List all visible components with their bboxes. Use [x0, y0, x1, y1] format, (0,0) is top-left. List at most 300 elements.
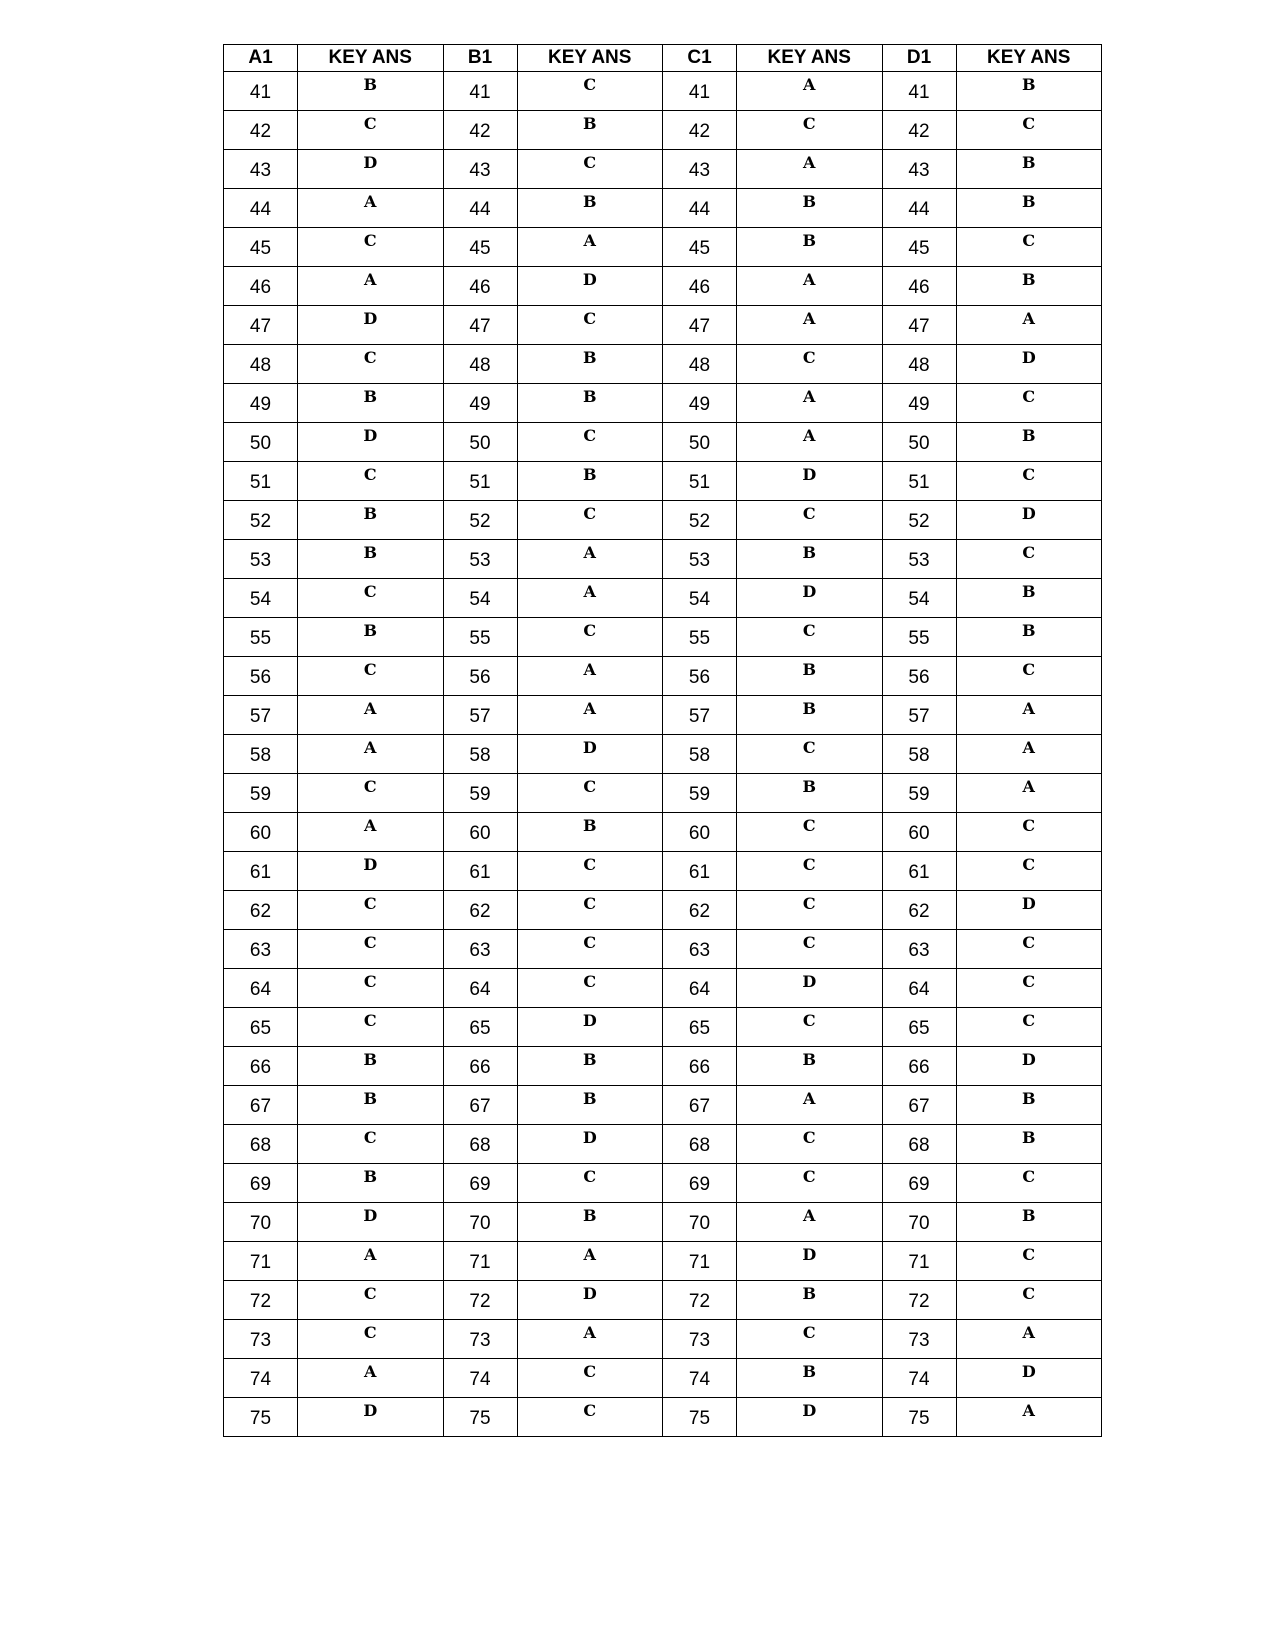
- question-number-b1: 65: [443, 1008, 517, 1047]
- table-row: [224, 540, 1102, 579]
- key-answer-d1: B: [956, 618, 1102, 657]
- header-key-ans-b1: KEY ANS: [517, 45, 663, 72]
- question-number-b1: 64: [443, 969, 517, 1008]
- key-answer-a1: A: [298, 267, 444, 306]
- key-answer-b1: B: [517, 813, 663, 852]
- key-answer-a1: C: [298, 345, 444, 384]
- key-answer-b1: C: [517, 930, 663, 969]
- key-answer-d1: C: [956, 1281, 1102, 1320]
- question-number-a1: 52: [224, 501, 298, 540]
- header-key-ans-a1: KEY ANS: [298, 45, 444, 72]
- question-number-d1: 54: [882, 579, 956, 618]
- question-number-b1: 67: [443, 1086, 517, 1125]
- key-answer-d1: B: [956, 1125, 1102, 1164]
- question-number-a1: 43: [224, 150, 298, 189]
- question-number-a1: 49: [224, 384, 298, 423]
- key-answer-b1: D: [517, 1125, 663, 1164]
- question-number-a1: 58: [224, 735, 298, 774]
- key-answer-c1: A: [737, 306, 883, 345]
- question-number-b1: 48: [443, 345, 517, 384]
- key-answer-c1: C: [737, 930, 883, 969]
- question-number-d1: 60: [882, 813, 956, 852]
- key-answer-b1: C: [517, 150, 663, 189]
- question-number-d1: 64: [882, 969, 956, 1008]
- key-answer-d1: A: [956, 735, 1102, 774]
- key-answer-b1: C: [517, 72, 663, 111]
- key-answer-a1: C: [298, 774, 444, 813]
- key-answer-c1: C: [737, 813, 883, 852]
- key-answer-b1: D: [517, 735, 663, 774]
- question-number-c1: 68: [663, 1125, 737, 1164]
- table-row: [224, 1047, 1102, 1086]
- question-number-a1: 74: [224, 1359, 298, 1398]
- question-number-a1: 45: [224, 228, 298, 267]
- key-answer-b1: C: [517, 423, 663, 462]
- table-row: [224, 228, 1102, 267]
- question-number-d1: 51: [882, 462, 956, 501]
- key-answer-a1: C: [298, 891, 444, 930]
- question-number-a1: 47: [224, 306, 298, 345]
- key-answer-a1: B: [298, 618, 444, 657]
- question-number-a1: 66: [224, 1047, 298, 1086]
- question-number-d1: 41: [882, 72, 956, 111]
- header-c1: C1: [663, 45, 737, 72]
- table-row: [224, 579, 1102, 618]
- key-answer-b1: B: [517, 1047, 663, 1086]
- key-answer-d1: C: [956, 657, 1102, 696]
- question-number-d1: 58: [882, 735, 956, 774]
- key-answer-b1: B: [517, 189, 663, 228]
- question-number-c1: 52: [663, 501, 737, 540]
- key-answer-b1: A: [517, 1242, 663, 1281]
- table-row: [224, 267, 1102, 306]
- key-answer-c1: A: [737, 384, 883, 423]
- key-answer-a1: D: [298, 1398, 444, 1437]
- question-number-c1: 75: [663, 1398, 737, 1437]
- key-answer-d1: C: [956, 111, 1102, 150]
- question-number-d1: 45: [882, 228, 956, 267]
- key-answer-a1: D: [298, 306, 444, 345]
- question-number-c1: 67: [663, 1086, 737, 1125]
- table-row: [224, 735, 1102, 774]
- question-number-a1: 55: [224, 618, 298, 657]
- key-answer-a1: B: [298, 1047, 444, 1086]
- question-number-b1: 47: [443, 306, 517, 345]
- key-answer-b1: D: [517, 267, 663, 306]
- key-answer-c1: B: [737, 1359, 883, 1398]
- question-number-d1: 52: [882, 501, 956, 540]
- key-answer-a1: D: [298, 852, 444, 891]
- question-number-c1: 58: [663, 735, 737, 774]
- key-answer-a1: D: [298, 423, 444, 462]
- table-row: [224, 891, 1102, 930]
- table-row: [224, 696, 1102, 735]
- key-answer-d1: C: [956, 228, 1102, 267]
- key-answer-b1: C: [517, 774, 663, 813]
- table-row: [224, 1125, 1102, 1164]
- key-answer-b1: B: [517, 1203, 663, 1242]
- table-row: [224, 72, 1102, 111]
- key-answer-c1: C: [737, 1125, 883, 1164]
- key-answer-d1: A: [956, 696, 1102, 735]
- key-answer-c1: D: [737, 1398, 883, 1437]
- question-number-a1: 44: [224, 189, 298, 228]
- key-answer-d1: C: [956, 462, 1102, 501]
- question-number-b1: 49: [443, 384, 517, 423]
- key-answer-c1: C: [737, 1320, 883, 1359]
- question-number-b1: 74: [443, 1359, 517, 1398]
- question-number-c1: 61: [663, 852, 737, 891]
- key-answer-d1: A: [956, 1320, 1102, 1359]
- table-row: [224, 1086, 1102, 1125]
- question-number-a1: 70: [224, 1203, 298, 1242]
- question-number-d1: 73: [882, 1320, 956, 1359]
- table-row: [224, 384, 1102, 423]
- key-answer-d1: A: [956, 774, 1102, 813]
- question-number-c1: 72: [663, 1281, 737, 1320]
- header-key-ans-d1: KEY ANS: [956, 45, 1102, 72]
- key-answer-c1: C: [737, 852, 883, 891]
- question-number-b1: 56: [443, 657, 517, 696]
- key-answer-c1: B: [737, 1047, 883, 1086]
- table-row: [224, 852, 1102, 891]
- key-answer-d1: C: [956, 1242, 1102, 1281]
- key-answer-d1: D: [956, 1047, 1102, 1086]
- key-answer-a1: B: [298, 72, 444, 111]
- key-answer-c1: A: [737, 1203, 883, 1242]
- question-number-b1: 50: [443, 423, 517, 462]
- question-number-b1: 45: [443, 228, 517, 267]
- key-answer-c1: C: [737, 111, 883, 150]
- question-number-d1: 47: [882, 306, 956, 345]
- question-number-a1: 73: [224, 1320, 298, 1359]
- question-number-c1: 65: [663, 1008, 737, 1047]
- question-number-a1: 68: [224, 1125, 298, 1164]
- key-answer-d1: B: [956, 423, 1102, 462]
- question-number-b1: 58: [443, 735, 517, 774]
- key-answer-c1: D: [737, 462, 883, 501]
- key-answer-c1: C: [737, 891, 883, 930]
- question-number-a1: 72: [224, 1281, 298, 1320]
- question-number-b1: 44: [443, 189, 517, 228]
- question-number-d1: 71: [882, 1242, 956, 1281]
- question-number-d1: 42: [882, 111, 956, 150]
- question-number-b1: 63: [443, 930, 517, 969]
- key-answer-d1: C: [956, 1008, 1102, 1047]
- table-row: [224, 969, 1102, 1008]
- question-number-a1: 69: [224, 1164, 298, 1203]
- key-answer-a1: C: [298, 228, 444, 267]
- question-number-c1: 54: [663, 579, 737, 618]
- key-answer-b1: C: [517, 891, 663, 930]
- question-number-d1: 62: [882, 891, 956, 930]
- question-number-a1: 65: [224, 1008, 298, 1047]
- table-row: [224, 1242, 1102, 1281]
- question-number-c1: 49: [663, 384, 737, 423]
- key-answer-d1: B: [956, 1203, 1102, 1242]
- key-answer-c1: D: [737, 1242, 883, 1281]
- key-answer-a1: C: [298, 462, 444, 501]
- key-answer-a1: B: [298, 384, 444, 423]
- key-answer-d1: C: [956, 384, 1102, 423]
- key-answer-c1: C: [737, 1008, 883, 1047]
- question-number-a1: 41: [224, 72, 298, 111]
- key-answer-c1: A: [737, 72, 883, 111]
- key-answer-b1: C: [517, 501, 663, 540]
- key-answer-c1: B: [737, 189, 883, 228]
- key-answer-a1: C: [298, 1281, 444, 1320]
- question-number-b1: 43: [443, 150, 517, 189]
- question-number-c1: 51: [663, 462, 737, 501]
- question-number-d1: 65: [882, 1008, 956, 1047]
- question-number-d1: 69: [882, 1164, 956, 1203]
- question-number-c1: 55: [663, 618, 737, 657]
- question-number-d1: 61: [882, 852, 956, 891]
- key-answer-c1: C: [737, 501, 883, 540]
- question-number-c1: 62: [663, 891, 737, 930]
- question-number-c1: 63: [663, 930, 737, 969]
- question-number-c1: 53: [663, 540, 737, 579]
- question-number-d1: 57: [882, 696, 956, 735]
- question-number-d1: 53: [882, 540, 956, 579]
- question-number-d1: 66: [882, 1047, 956, 1086]
- key-answer-a1: A: [298, 735, 444, 774]
- question-number-c1: 59: [663, 774, 737, 813]
- key-answer-b1: B: [517, 111, 663, 150]
- question-number-b1: 42: [443, 111, 517, 150]
- table-row: [224, 345, 1102, 384]
- question-number-c1: 74: [663, 1359, 737, 1398]
- question-number-c1: 66: [663, 1047, 737, 1086]
- question-number-c1: 44: [663, 189, 737, 228]
- key-answer-b1: C: [517, 1398, 663, 1437]
- table-row: [224, 306, 1102, 345]
- key-answer-d1: C: [956, 969, 1102, 1008]
- key-answer-a1: C: [298, 111, 444, 150]
- question-number-a1: 48: [224, 345, 298, 384]
- key-answer-a1: C: [298, 1125, 444, 1164]
- key-answer-c1: C: [737, 735, 883, 774]
- question-number-c1: 46: [663, 267, 737, 306]
- key-answer-d1: B: [956, 72, 1102, 111]
- key-answer-b1: A: [517, 696, 663, 735]
- question-number-b1: 61: [443, 852, 517, 891]
- key-answer-b1: A: [517, 657, 663, 696]
- key-answer-c1: C: [737, 345, 883, 384]
- question-number-b1: 52: [443, 501, 517, 540]
- key-answer-c1: B: [737, 657, 883, 696]
- key-answer-d1: A: [956, 306, 1102, 345]
- key-answer-c1: A: [737, 1086, 883, 1125]
- key-answer-a1: A: [298, 1359, 444, 1398]
- key-answer-b1: A: [517, 540, 663, 579]
- question-number-a1: 75: [224, 1398, 298, 1437]
- key-answer-c1: A: [737, 423, 883, 462]
- question-number-c1: 60: [663, 813, 737, 852]
- header-b1: B1: [443, 45, 517, 72]
- key-answer-c1: B: [737, 696, 883, 735]
- key-answer-b1: B: [517, 384, 663, 423]
- question-number-a1: 46: [224, 267, 298, 306]
- question-number-c1: 50: [663, 423, 737, 462]
- question-number-b1: 54: [443, 579, 517, 618]
- key-answer-a1: D: [298, 150, 444, 189]
- question-number-b1: 57: [443, 696, 517, 735]
- question-number-b1: 41: [443, 72, 517, 111]
- question-number-b1: 70: [443, 1203, 517, 1242]
- table-row: [224, 1008, 1102, 1047]
- key-answer-b1: C: [517, 618, 663, 657]
- question-number-c1: 41: [663, 72, 737, 111]
- key-answer-a1: A: [298, 189, 444, 228]
- question-number-c1: 69: [663, 1164, 737, 1203]
- question-number-b1: 53: [443, 540, 517, 579]
- question-number-a1: 56: [224, 657, 298, 696]
- key-answer-c1: C: [737, 1164, 883, 1203]
- key-answer-b1: C: [517, 969, 663, 1008]
- question-number-d1: 59: [882, 774, 956, 813]
- question-number-a1: 50: [224, 423, 298, 462]
- question-number-c1: 64: [663, 969, 737, 1008]
- table-row: [224, 150, 1102, 189]
- key-answer-a1: C: [298, 1008, 444, 1047]
- key-answer-a1: C: [298, 1320, 444, 1359]
- table-row: [224, 1359, 1102, 1398]
- question-number-a1: 51: [224, 462, 298, 501]
- key-answer-d1: B: [956, 150, 1102, 189]
- key-answer-d1: B: [956, 189, 1102, 228]
- key-answer-c1: B: [737, 774, 883, 813]
- header-a1: A1: [224, 45, 298, 72]
- question-number-d1: 44: [882, 189, 956, 228]
- question-number-d1: 43: [882, 150, 956, 189]
- key-answer-d1: A: [956, 1398, 1102, 1437]
- key-answer-c1: D: [737, 969, 883, 1008]
- question-number-b1: 73: [443, 1320, 517, 1359]
- table-row: [224, 1164, 1102, 1203]
- key-answer-c1: C: [737, 618, 883, 657]
- question-number-d1: 55: [882, 618, 956, 657]
- key-answer-a1: A: [298, 813, 444, 852]
- question-number-a1: 59: [224, 774, 298, 813]
- key-answer-b1: C: [517, 1164, 663, 1203]
- key-answer-b1: A: [517, 579, 663, 618]
- table-row: [224, 1203, 1102, 1242]
- key-answer-a1: A: [298, 1242, 444, 1281]
- key-answer-d1: D: [956, 501, 1102, 540]
- key-answer-a1: C: [298, 930, 444, 969]
- table-row: [224, 501, 1102, 540]
- key-answer-b1: B: [517, 1086, 663, 1125]
- question-number-c1: 57: [663, 696, 737, 735]
- table-row: [224, 462, 1102, 501]
- header-row: [224, 45, 1102, 72]
- key-answer-a1: B: [298, 540, 444, 579]
- question-number-a1: 62: [224, 891, 298, 930]
- question-number-a1: 57: [224, 696, 298, 735]
- key-answer-a1: D: [298, 1203, 444, 1242]
- question-number-a1: 63: [224, 930, 298, 969]
- key-answer-c1: B: [737, 228, 883, 267]
- question-number-b1: 55: [443, 618, 517, 657]
- key-answer-d1: D: [956, 891, 1102, 930]
- key-answer-b1: D: [517, 1281, 663, 1320]
- question-number-a1: 53: [224, 540, 298, 579]
- question-number-d1: 72: [882, 1281, 956, 1320]
- table-row: [224, 423, 1102, 462]
- answer-key-table: [223, 44, 1102, 1437]
- question-number-d1: 74: [882, 1359, 956, 1398]
- key-answer-a1: C: [298, 579, 444, 618]
- header-d1: D1: [882, 45, 956, 72]
- key-answer-d1: D: [956, 1359, 1102, 1398]
- question-number-c1: 47: [663, 306, 737, 345]
- key-answer-c1: B: [737, 540, 883, 579]
- question-number-d1: 67: [882, 1086, 956, 1125]
- key-answer-b1: C: [517, 852, 663, 891]
- question-number-b1: 60: [443, 813, 517, 852]
- question-number-b1: 75: [443, 1398, 517, 1437]
- key-answer-d1: B: [956, 267, 1102, 306]
- key-answer-d1: B: [956, 579, 1102, 618]
- table-row: [224, 813, 1102, 852]
- key-answer-d1: C: [956, 852, 1102, 891]
- question-number-c1: 42: [663, 111, 737, 150]
- key-answer-a1: B: [298, 501, 444, 540]
- key-answer-d1: B: [956, 1086, 1102, 1125]
- table-row: [224, 1281, 1102, 1320]
- table-row: [224, 618, 1102, 657]
- key-answer-d1: D: [956, 345, 1102, 384]
- table-row: [224, 1398, 1102, 1437]
- key-answer-c1: A: [737, 150, 883, 189]
- table-row: [224, 111, 1102, 150]
- question-number-d1: 75: [882, 1398, 956, 1437]
- question-number-c1: 43: [663, 150, 737, 189]
- question-number-c1: 71: [663, 1242, 737, 1281]
- question-number-d1: 56: [882, 657, 956, 696]
- question-number-d1: 46: [882, 267, 956, 306]
- header-key-ans-c1: KEY ANS: [737, 45, 883, 72]
- question-number-b1: 66: [443, 1047, 517, 1086]
- table-row: [224, 774, 1102, 813]
- key-answer-b1: A: [517, 1320, 663, 1359]
- key-answer-d1: C: [956, 1164, 1102, 1203]
- key-answer-d1: C: [956, 813, 1102, 852]
- question-number-c1: 73: [663, 1320, 737, 1359]
- key-answer-b1: A: [517, 228, 663, 267]
- question-number-d1: 63: [882, 930, 956, 969]
- question-number-b1: 68: [443, 1125, 517, 1164]
- question-number-a1: 67: [224, 1086, 298, 1125]
- question-number-a1: 60: [224, 813, 298, 852]
- question-number-a1: 61: [224, 852, 298, 891]
- table-row: [224, 657, 1102, 696]
- answer-table-body: [224, 72, 1102, 1437]
- key-answer-a1: B: [298, 1164, 444, 1203]
- question-number-c1: 56: [663, 657, 737, 696]
- question-number-a1: 71: [224, 1242, 298, 1281]
- key-answer-b1: C: [517, 306, 663, 345]
- question-number-b1: 46: [443, 267, 517, 306]
- question-number-d1: 68: [882, 1125, 956, 1164]
- table-row: [224, 189, 1102, 228]
- question-number-c1: 70: [663, 1203, 737, 1242]
- key-answer-b1: B: [517, 345, 663, 384]
- question-number-b1: 62: [443, 891, 517, 930]
- key-answer-a1: B: [298, 1086, 444, 1125]
- question-number-b1: 72: [443, 1281, 517, 1320]
